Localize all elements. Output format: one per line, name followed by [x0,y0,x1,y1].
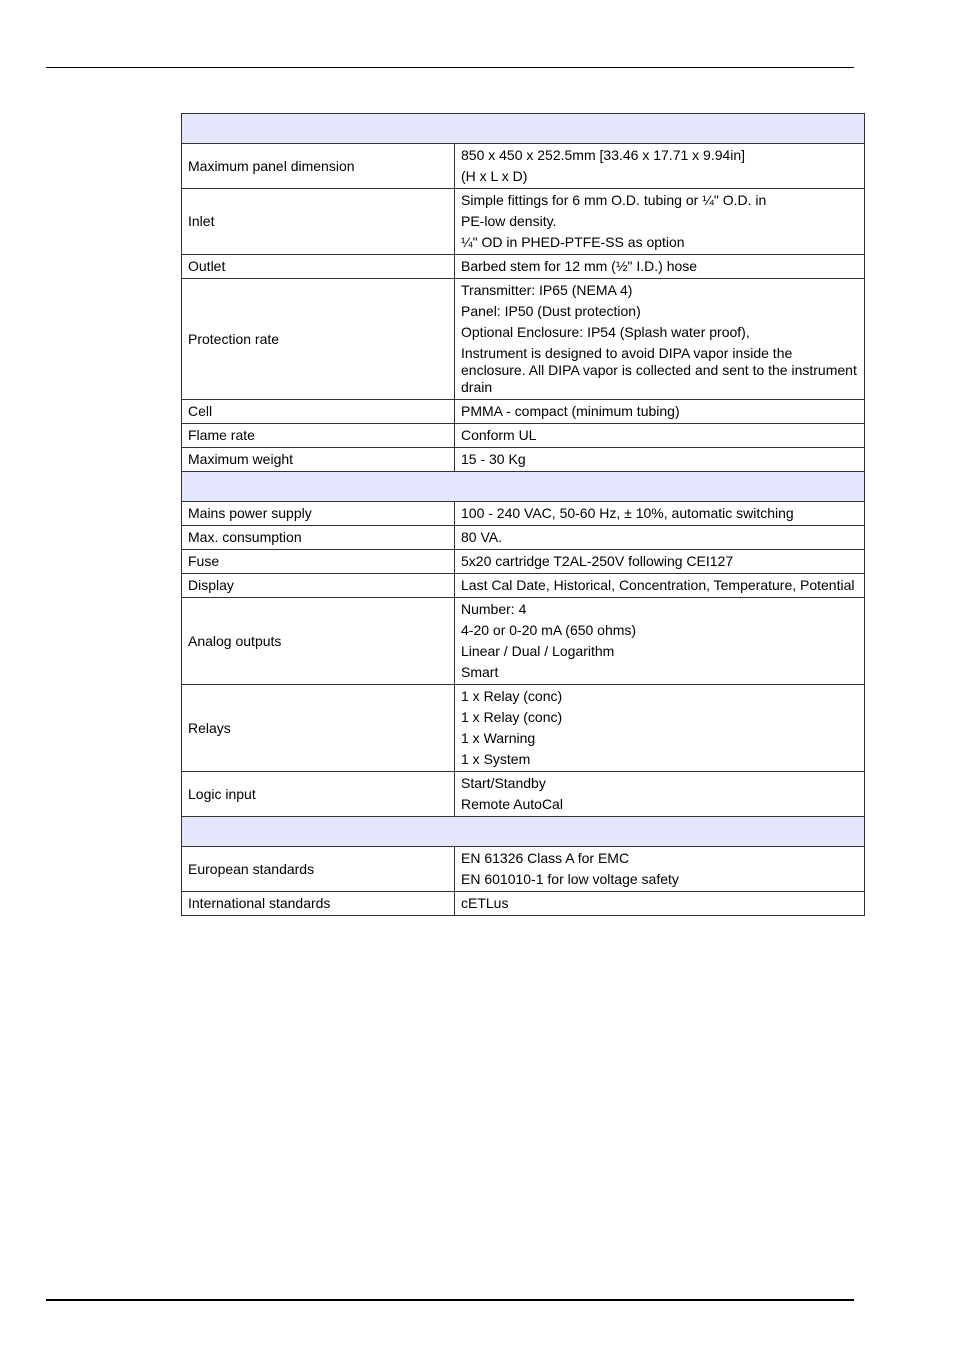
spec-value-line: Start/Standby [461,775,546,791]
table-row [182,255,865,279]
spec-value-line: Instrument is designed to avoid DIPA vapor inside the enclosure. All DIPA vapor is collected and sent to the instrument drain [461,345,857,395]
section-header-cell [182,817,865,847]
header-rule [46,67,854,68]
specifications-table-body [182,114,865,916]
specifications-table [181,113,865,916]
spec-value-line: Smart [461,664,499,680]
spec-label-cell: Outlet [182,255,455,279]
table-row [182,526,865,550]
spec-value-line: EN 61326 Class A for EMC [461,850,630,866]
spec-value-cell [455,400,865,424]
spec-value-line: cETLus [461,895,509,911]
footer-rule [46,1299,854,1301]
spec-value-line: 5x20 cartridge T2AL-250V following CEI127 [461,553,734,569]
spec-value-cell [455,892,865,916]
spec-value-cell [455,526,865,550]
spec-value-cell [455,279,865,400]
table-row [182,574,865,598]
spec-value-cell [455,189,865,255]
spec-label-cell: International standards [182,892,455,916]
spec-label-cell: Maximum weight [182,448,455,472]
spec-label-cell: Analog outputs [182,598,455,685]
spec-value-line: 1 x Relay (conc) [461,688,563,704]
table-row [182,448,865,472]
table-row [182,772,865,817]
table-row [182,847,865,892]
spec-value-line: EN 601010-1 for low voltage safety [461,871,679,887]
spec-label-cell: Mains power supply [182,502,455,526]
spec-value-line: PMMA - compact (minimum tubing) [461,403,680,419]
spec-label-cell: Max. consumption [182,526,455,550]
table-row [182,502,865,526]
spec-value-line: (H x L x D) [461,168,528,184]
section-header-cell [182,114,865,144]
spec-value-line: 100 - 240 VAC, 50-60 Hz, ± 10%, automatic switching [461,505,794,521]
spec-value-cell [455,685,865,772]
table-row [182,685,865,772]
spec-value-cell [455,144,865,189]
table-row [182,550,865,574]
spec-value-line: Optional Enclosure: IP54 (Splash water proof), [461,324,750,340]
spec-label-cell: Fuse [182,550,455,574]
spec-value-line: ¼" OD in PHED-PTFE-SS as option [461,234,685,250]
spec-value-line: Simple fittings for 6 mm O.D. tubing or ¼" O.D. in [461,192,767,208]
spec-value-cell [455,550,865,574]
table-row [182,189,865,255]
spec-value-line: 850 x 450 x 252.5mm [33.46 x 17.71 x 9.94in] [461,147,746,163]
spec-label-cell: Relays [182,685,455,772]
spec-value-cell [455,255,865,279]
spec-value-line: 4-20 or 0-20 mA (650 ohms) [461,622,637,638]
spec-label-cell: Protection rate [182,279,455,400]
spec-value-cell [455,424,865,448]
spec-value-line: 1 x Relay (conc) [461,709,563,725]
spec-value-cell [455,772,865,817]
spec-value-line: 80 VA. [461,529,502,545]
spec-value-line: Last Cal Date, Historical, Concentration, Temperature, Potential [461,577,855,593]
spec-label-cell: Inlet [182,189,455,255]
spec-value-cell [455,598,865,685]
spec-value-line: 15 - 30 Kg [461,451,526,467]
table-row [182,424,865,448]
spec-label-cell: European standards [182,847,455,892]
table-row [182,400,865,424]
spec-label-cell: Logic input [182,772,455,817]
spec-label-cell: Display [182,574,455,598]
spec-value-line: PE-low density. [461,213,557,229]
table-row [182,144,865,189]
table-row [182,598,865,685]
spec-value-line: Conform UL [461,427,537,443]
spec-value-cell [455,448,865,472]
spec-value-line: Linear / Dual / Logarithm [461,643,615,659]
spec-label-cell: Cell [182,400,455,424]
spec-value-line: 1 x System [461,751,531,767]
section-header-row [182,472,865,502]
spec-value-line: Panel: IP50 (Dust protection) [461,303,641,319]
spec-value-cell [455,502,865,526]
table-row [182,892,865,916]
spec-value-line: 1 x Warning [461,730,536,746]
spec-label-cell: Maximum panel dimension [182,144,455,189]
section-header-cell [182,472,865,502]
spec-value-line: Number: 4 [461,601,527,617]
section-header-row [182,114,865,144]
spec-value-line: Barbed stem for 12 mm (½" I.D.) hose [461,258,698,274]
spec-label-cell: Flame rate [182,424,455,448]
spec-value-line: Remote AutoCal [461,796,563,812]
table-row [182,279,865,400]
section-header-row [182,817,865,847]
spec-value-cell [455,574,865,598]
spec-value-line: Transmitter: IP65 (NEMA 4) [461,282,633,298]
spec-value-cell [455,847,865,892]
